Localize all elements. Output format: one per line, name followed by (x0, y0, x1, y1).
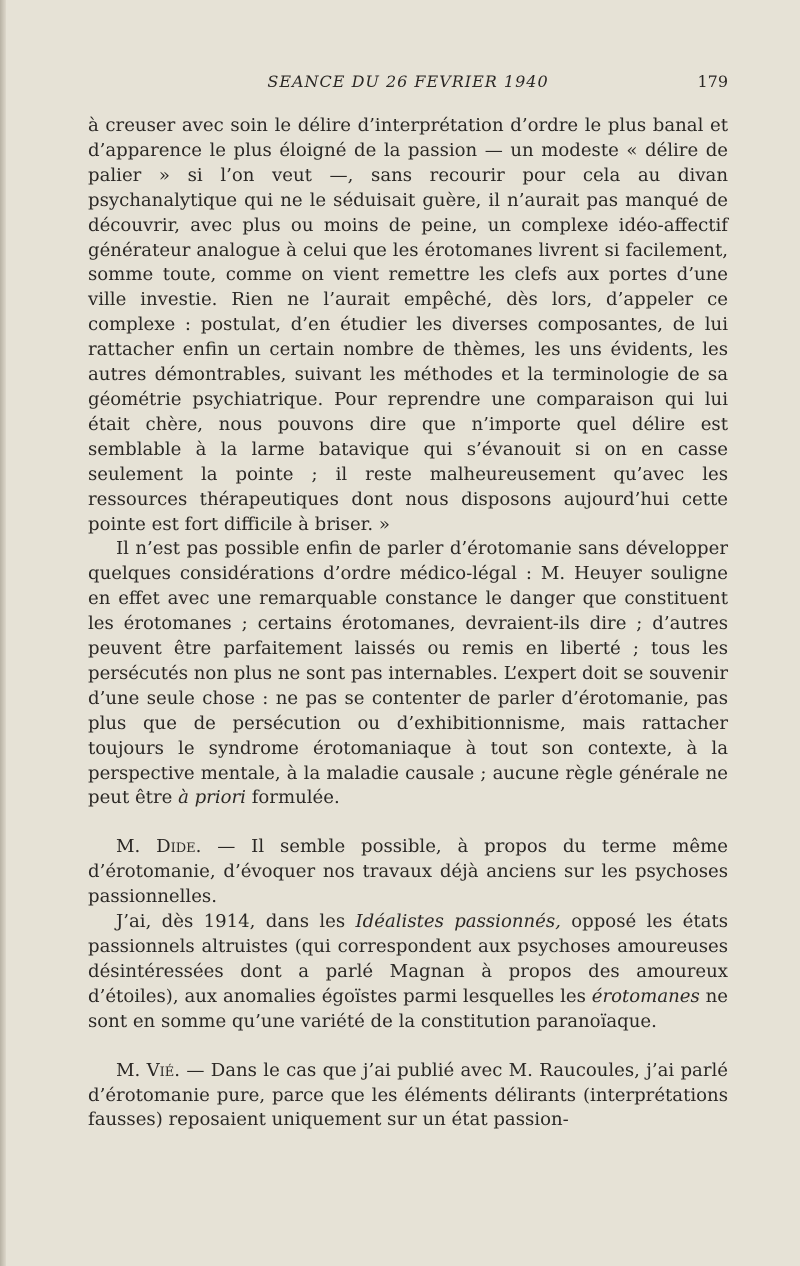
italic-phrase: à priori (178, 787, 246, 809)
paragraph-vie (88, 1059, 728, 1134)
paragraph-text: J’ai, dès 1914, dans les (116, 911, 356, 933)
paragraph-text: ne sont en somme qu’une variété de la constitution paranoïaque. (88, 985, 728, 1032)
paragraph-idealistes (88, 910, 728, 1035)
paragraph-text: Il n’est pas possible enfin de parler d’érotomanie sans développer quelques considérations d’ordre médico-légal : M. Heuyer souligne en effet avec une remarquable constance le danger que constituent les érotomanes ; certains érotomanes, devraient-ils dire ; d’autres peuvent être parfaitement laissés ou remis en liberté ; tous les persécutés non plus ne sont pas internables. L’expert doit se souvenir d’une seule chose : ne pas se contenter de parler d’érotomanie, pas plus que de persécution ou d’exhibitionnisme, mais rattacher toujours le syndrome érotomaniaque à tout son contexte, à la perspective mentale, à la maladie causale ; aucune règle générale ne peut être (88, 538, 728, 809)
paragraph-medico-legal (88, 537, 728, 811)
speaker-name: M. Dide. (116, 836, 202, 858)
paragraph-dide (88, 835, 728, 910)
paragraph-text: — Dans le cas que j’ai publié avec M. Raucoules, j’ai parlé d’érotomanie pure, parce que les éléments délirants (interprétations fausses) reposaient uniquement sur un état passion- (88, 1059, 728, 1131)
page-header (88, 72, 728, 94)
page-edge (0, 0, 6, 1266)
italic-title: Idéalistes passionnés, (355, 911, 561, 933)
paragraph-continuation: à creuser avec soin le délire d’interprétation d’ordre le plus banal et d’apparence le plus éloigné de la passion — un modeste « délire de palier » si l’on veut —, sans recourir pour cela au divan psychanalytique qui ne le séduisait guère, il n’aurait pas manqué de découvrir, avec plus ou moins de peine, un complexe idéo-affectif générateur analogue à celui que les érotomanes livrent si facilement, somme toute, comme on vient remettre les clefs aux portes d’une ville investie. Rien ne l’aurait empêché, dès lors, d’appeler ce complexe : postulat, d’en étudier les diverses composantes, de lui rattacher enfin un certain nombre de thèmes, les uns évidents, les autres démontrables, suivant les méthodes et la terminologie de sa géométrie psychiatrique. Pour reprendre une comparaison qui lui était chère, nous pouvons dire que n’importe quel délire est semblable à la larme batavique qui s’évanouit si on en casse seulement la pointe ; il reste malheureusement qu’avec les ressources thérapeutiques dont nous disposons aujourd’hui cette pointe est fort difficile à briser. » (88, 115, 728, 535)
body-text (88, 114, 728, 1133)
page-number: 179 (697, 72, 728, 91)
paragraph-text: formulée. (245, 787, 340, 809)
italic-term: érotomanes (591, 985, 700, 1007)
paragraph-text: — Il semble possible, à propos du terme même d’érotomanie, d’évoquer nos travaux déjà anciens sur les psychoses passionnelles. (88, 836, 728, 908)
running-title: SEANCE DU 26 FEVRIER 1940 (267, 72, 549, 91)
paragraph-text: opposé les états passionnels altruistes (qui correspondent aux psychoses amoureuses désintéressées dont a parlé Magnan à propos des amoureux d’étoiles), aux anomalies égoïstes parmi lesquelles les (88, 911, 728, 1007)
speaker-name: M. Vié. (116, 1059, 181, 1081)
